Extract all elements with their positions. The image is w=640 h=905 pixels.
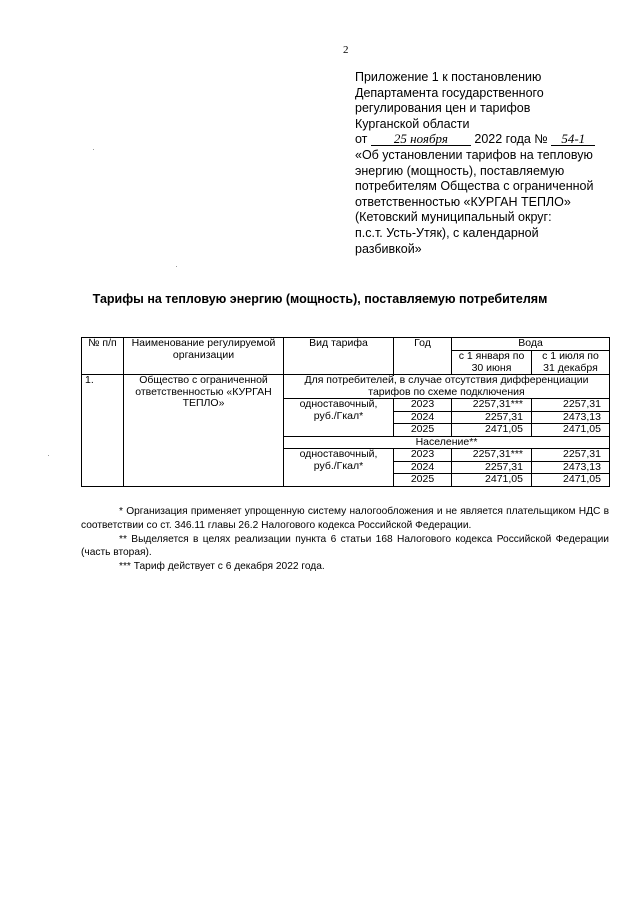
handwritten-date: 25 ноября: [371, 133, 471, 146]
tariff-h2-cell: 2473,13: [532, 461, 610, 474]
footnotes: [81, 505, 609, 574]
tariff-h2-cell: 2471,05: [532, 474, 610, 487]
scan-speck: [93, 149, 94, 150]
tariff-h2-cell: 2471,05: [532, 424, 610, 437]
year-cell: 2023: [394, 399, 452, 412]
organization-name: Общество с ограниченной ответственностью «КУРГАН ТЕПЛО»: [124, 375, 284, 487]
subject-line: (Кетовский муниципальный округ:: [355, 210, 552, 225]
tariff-h1-cell: 2257,31: [452, 411, 532, 424]
scan-speck: [48, 455, 49, 456]
subject-line: «Об установлении тарифов на тепловую: [355, 147, 593, 162]
header-water: Вода: [452, 338, 610, 351]
tariff-type-label: одноставочный, руб./Гкал*: [284, 449, 394, 487]
row-number: 1.: [82, 375, 124, 487]
appendix-header: [355, 70, 615, 257]
footnote: *** Тариф действует с 6 декабря 2022 года.: [119, 561, 325, 573]
handwritten-number: 54-1: [551, 133, 595, 146]
header-period-2: с 1 июля по 31 декабря: [532, 351, 610, 375]
footnote: ** Выделяется в целях реализации пункта 6 статьи 168 Налогового кодекса Российской Федерации (часть вторая).: [81, 533, 609, 559]
tariff-h1-cell: 2471,05: [452, 474, 532, 487]
year-text: 2022 года №: [474, 132, 548, 147]
tariff-table: [81, 337, 610, 487]
year-cell: 2025: [394, 474, 452, 487]
section-consumers: Для потребителей, в случае отсутствия дифференциации тарифов по схеме подключения: [284, 375, 610, 399]
appendix-line: регулирования цен и тарифов: [355, 101, 531, 116]
appendix-line: Департамента государственного: [355, 85, 544, 100]
date-prefix: от: [355, 132, 368, 147]
subject-line: разбивкой»: [355, 241, 422, 256]
year-cell: 2025: [394, 424, 452, 437]
tariff-h1-cell: 2471,05: [452, 424, 532, 437]
subject-line: п.с.т. Усть-Утяк), с календарной: [355, 225, 539, 240]
header-org: Наименование регулируемой организации: [124, 338, 284, 375]
tariff-h2-cell: 2257,31: [532, 449, 610, 462]
header-year: Год: [394, 338, 452, 375]
tariff-h1-cell: 2257,31***: [452, 399, 532, 412]
appendix-date-line: [355, 132, 615, 148]
tariff-h1-cell: 2257,31***: [452, 449, 532, 462]
header-num: № п/п: [82, 338, 124, 375]
tariff-h1-cell: 2257,31: [452, 461, 532, 474]
header-period-1: с 1 января по 30 июня: [452, 351, 532, 375]
tariff-type-label: одноставочный, руб./Гкал*: [284, 399, 394, 437]
header-tariff-type: Вид тарифа: [284, 338, 394, 375]
subject-line: ответственностью «КУРГАН ТЕПЛО»: [355, 194, 571, 209]
section-population: Население**: [284, 436, 610, 449]
subject-line: энергию (мощность), поставляемую: [355, 163, 565, 178]
scan-speck: [176, 266, 177, 267]
year-cell: 2024: [394, 411, 452, 424]
appendix-line: Курганской области: [355, 116, 470, 131]
page-number: 2: [343, 44, 349, 56]
document-title: Тарифы на тепловую энергию (мощность), поставляемую потребителям: [92, 292, 548, 306]
tariff-h2-cell: 2473,13: [532, 411, 610, 424]
appendix-line: Приложение 1 к постановлению: [355, 70, 542, 84]
year-cell: 2023: [394, 449, 452, 462]
subject-line: потребителям Общества с ограниченной: [355, 179, 594, 194]
footnote: * Организация применяет упрощенную систему налогообложения и не является плательщиком НДС в соответствии со ст. 346.11 главы 26.2 Налогового кодекса Российской Федерации.: [81, 506, 609, 531]
year-cell: 2024: [394, 461, 452, 474]
tariff-h2-cell: 2257,31: [532, 399, 610, 412]
